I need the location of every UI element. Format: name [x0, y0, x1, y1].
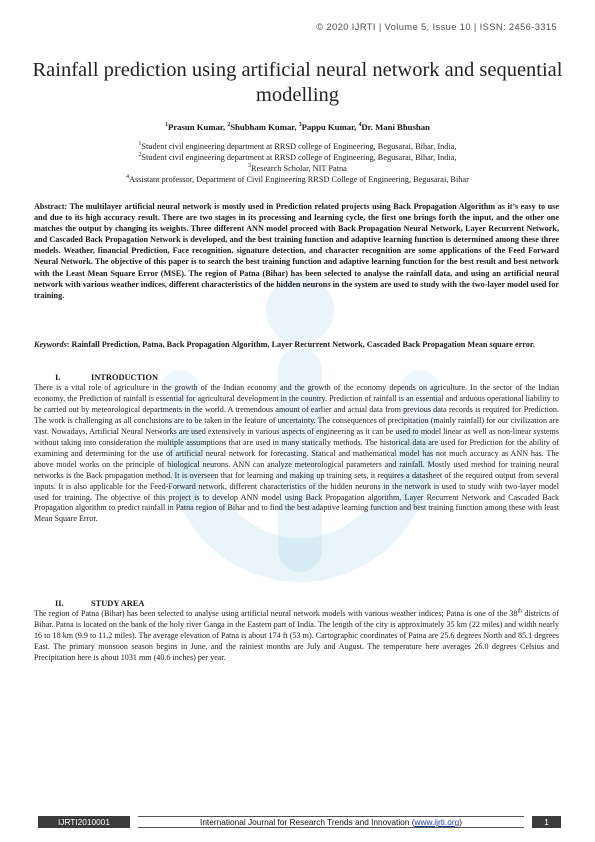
paper-title: Rainfall prediction using artificial neural network and sequential modelling: [32, 59, 563, 106]
journal-header: © 2020 IJRTI | Volume 5, Issue 10 | ISSN: 2456-3315: [316, 22, 557, 32]
section-title: INTRODUCTION: [91, 373, 159, 382]
page-footer: [38, 816, 561, 828]
affiliation-2: $^2$Student civil engineering department at RRSD college of Engineering, Begusarai, Bihar, India,: [138, 152, 457, 162]
abstract: Abstract: The multilayer artificial neural network is mostly used in Prediction related projects using Back Propagation Algorithm as it’s easy to use and due to its high accuracy result. There are two stages in its processing and learning cycle, the first one brings forth the input, and the other one matches the output by changing its weights. Three different ANN model proceed with Back Propagation Neural Network, Layer Recurrent Network, and Cascaded Back Propagation Network is developed, and the best training function and adaptive learning function is determined among these three models. Weather, financial Prediction, Face recognition, signature detection, and character recognition are some applications of the Feed Forward Neural Network. The objective of this paper is to search the best training function and adaptive learning function for the best result and best network with the Least Mean Square Error (MSE). The region of Patna (Bihar) has been selected to analyse the rainfall data, and using an artificial neural network with various weather indices, different characteristics of the hidden neurons in the system are used to study with the two-layer model used for training.: [34, 202, 559, 300]
keywords-text: : Rainfall Prediction, Patna, Back Propagation Algorithm, Layer Recurrent Network, Cascaded Back Propagation Mean square error.: [66, 340, 535, 349]
ordinal-superscript: th: [517, 608, 522, 615]
affiliation-list: [0, 141, 595, 185]
affiliation-4: $^4$Assistant professor, Department of Civil Engineering RRSD College of Engineering, Begusarai, Bihar: [126, 174, 469, 184]
page-number: 1: [532, 816, 561, 828]
author-list: [0, 122, 595, 132]
paper-id: IJRTI2010001: [38, 816, 130, 828]
study-area-body: The region of Patna (Bihar) has been selected to analyse using artificial neural network models with various weather indices; Patna is one of the 38th districts of Bihar. Patna is located on the bank of the holy river Ganga in the Eastern part of India. The length of the city is approximately 35 km (22 miles) and width nearly 16 to 18 km (9.9 to 11.2 miles). The average elevation of Patna is about 174 ft (53 m). Cartographic coordinates of Patna are 25.6 degrees North and 85.1 degrees East. The primary monsoon season begins in June, and the rainiest months are July and August. The temperature here averages 26.0 degrees Celsius and Precipitation here is about 1031 mm (40.6 inches) per year.: [34, 608, 560, 662]
keywords: [34, 339, 559, 350]
section-heading-study-area: [55, 599, 144, 608]
section-number: II.: [55, 599, 64, 608]
author-3: $^3$Pappu Kumar,: [298, 122, 359, 132]
keywords-label: Keywords: [34, 340, 67, 349]
section-heading-introduction: [55, 373, 158, 382]
author-2: $^2$Shubham Kumar,: [227, 122, 299, 132]
journal-name: International Journal for Research Trends and Innovation (www.ijrti.org): [138, 816, 524, 828]
section-title: STUDY AREA: [91, 599, 145, 608]
introduction-body: There is a vital role of agriculture in the growth of the Indian economy and the growth of the economy depends on agriculture. In the sector of the Indian economy, the Prediction of rainfall is essential for agricultural development in the country. Prediction of rainfall is an essential and arduous operational liability to be carried out by meteorological departments in the world. A tremendous amount of earlier and actual data from previous data records is required for Prediction. The work is challenging as all conclusions are to be taken in the feature of uncertainty. The consequences of precipitation (mainly rainfall) for our civilization are vast. Nowadays, Artificial Neural Networks are used extensively in various aspects of engineering as it can be used to model linear as well as non-linear systems without taking into consideration the multiple assumptions that are used in many statically methods. The historical data are used for Prediction for the ability of examining and determining for the use of artificial neural network for forecasting. Statical and mathematical model has not much accuracy as ANN has. The above model works on the principle of biological neurons. ANN can analyze meteorological parameters and rainfall. Mostly used method for training neural networks is the Back propagation method. It is overseen that for learning and making up training sets, it requires a datasheet of the required output from several inputs. It is also applicable for the Feed-Forward network, different characteristics of the hidden neurons in the network is used to study with two-layer model used for training. The objective of this project is to develop ANN model using Back Propagation algorithm, Layer Recurrent Network and Cascaded Back Propagation algorithm to predict rainfall in Patna region of Bihar and to find the best adaptive learning function and best training function among these with least Mean Square Error.: [34, 383, 559, 524]
author-1: $^1$Prasun Kumar,: [165, 122, 228, 132]
section-number: I.: [55, 373, 61, 382]
author-4: $^4$Dr. Mani Bhushan: [358, 122, 430, 132]
journal-website-link[interactable]: www.ijrti.org: [414, 817, 460, 827]
affiliation-1: $^1$Student civil engineering department at RRSD college of Engineering, Begusarai, Bihar, India,: [138, 141, 457, 151]
affiliation-3: $^3$Research Scholar, NIT Patna: [248, 163, 347, 173]
